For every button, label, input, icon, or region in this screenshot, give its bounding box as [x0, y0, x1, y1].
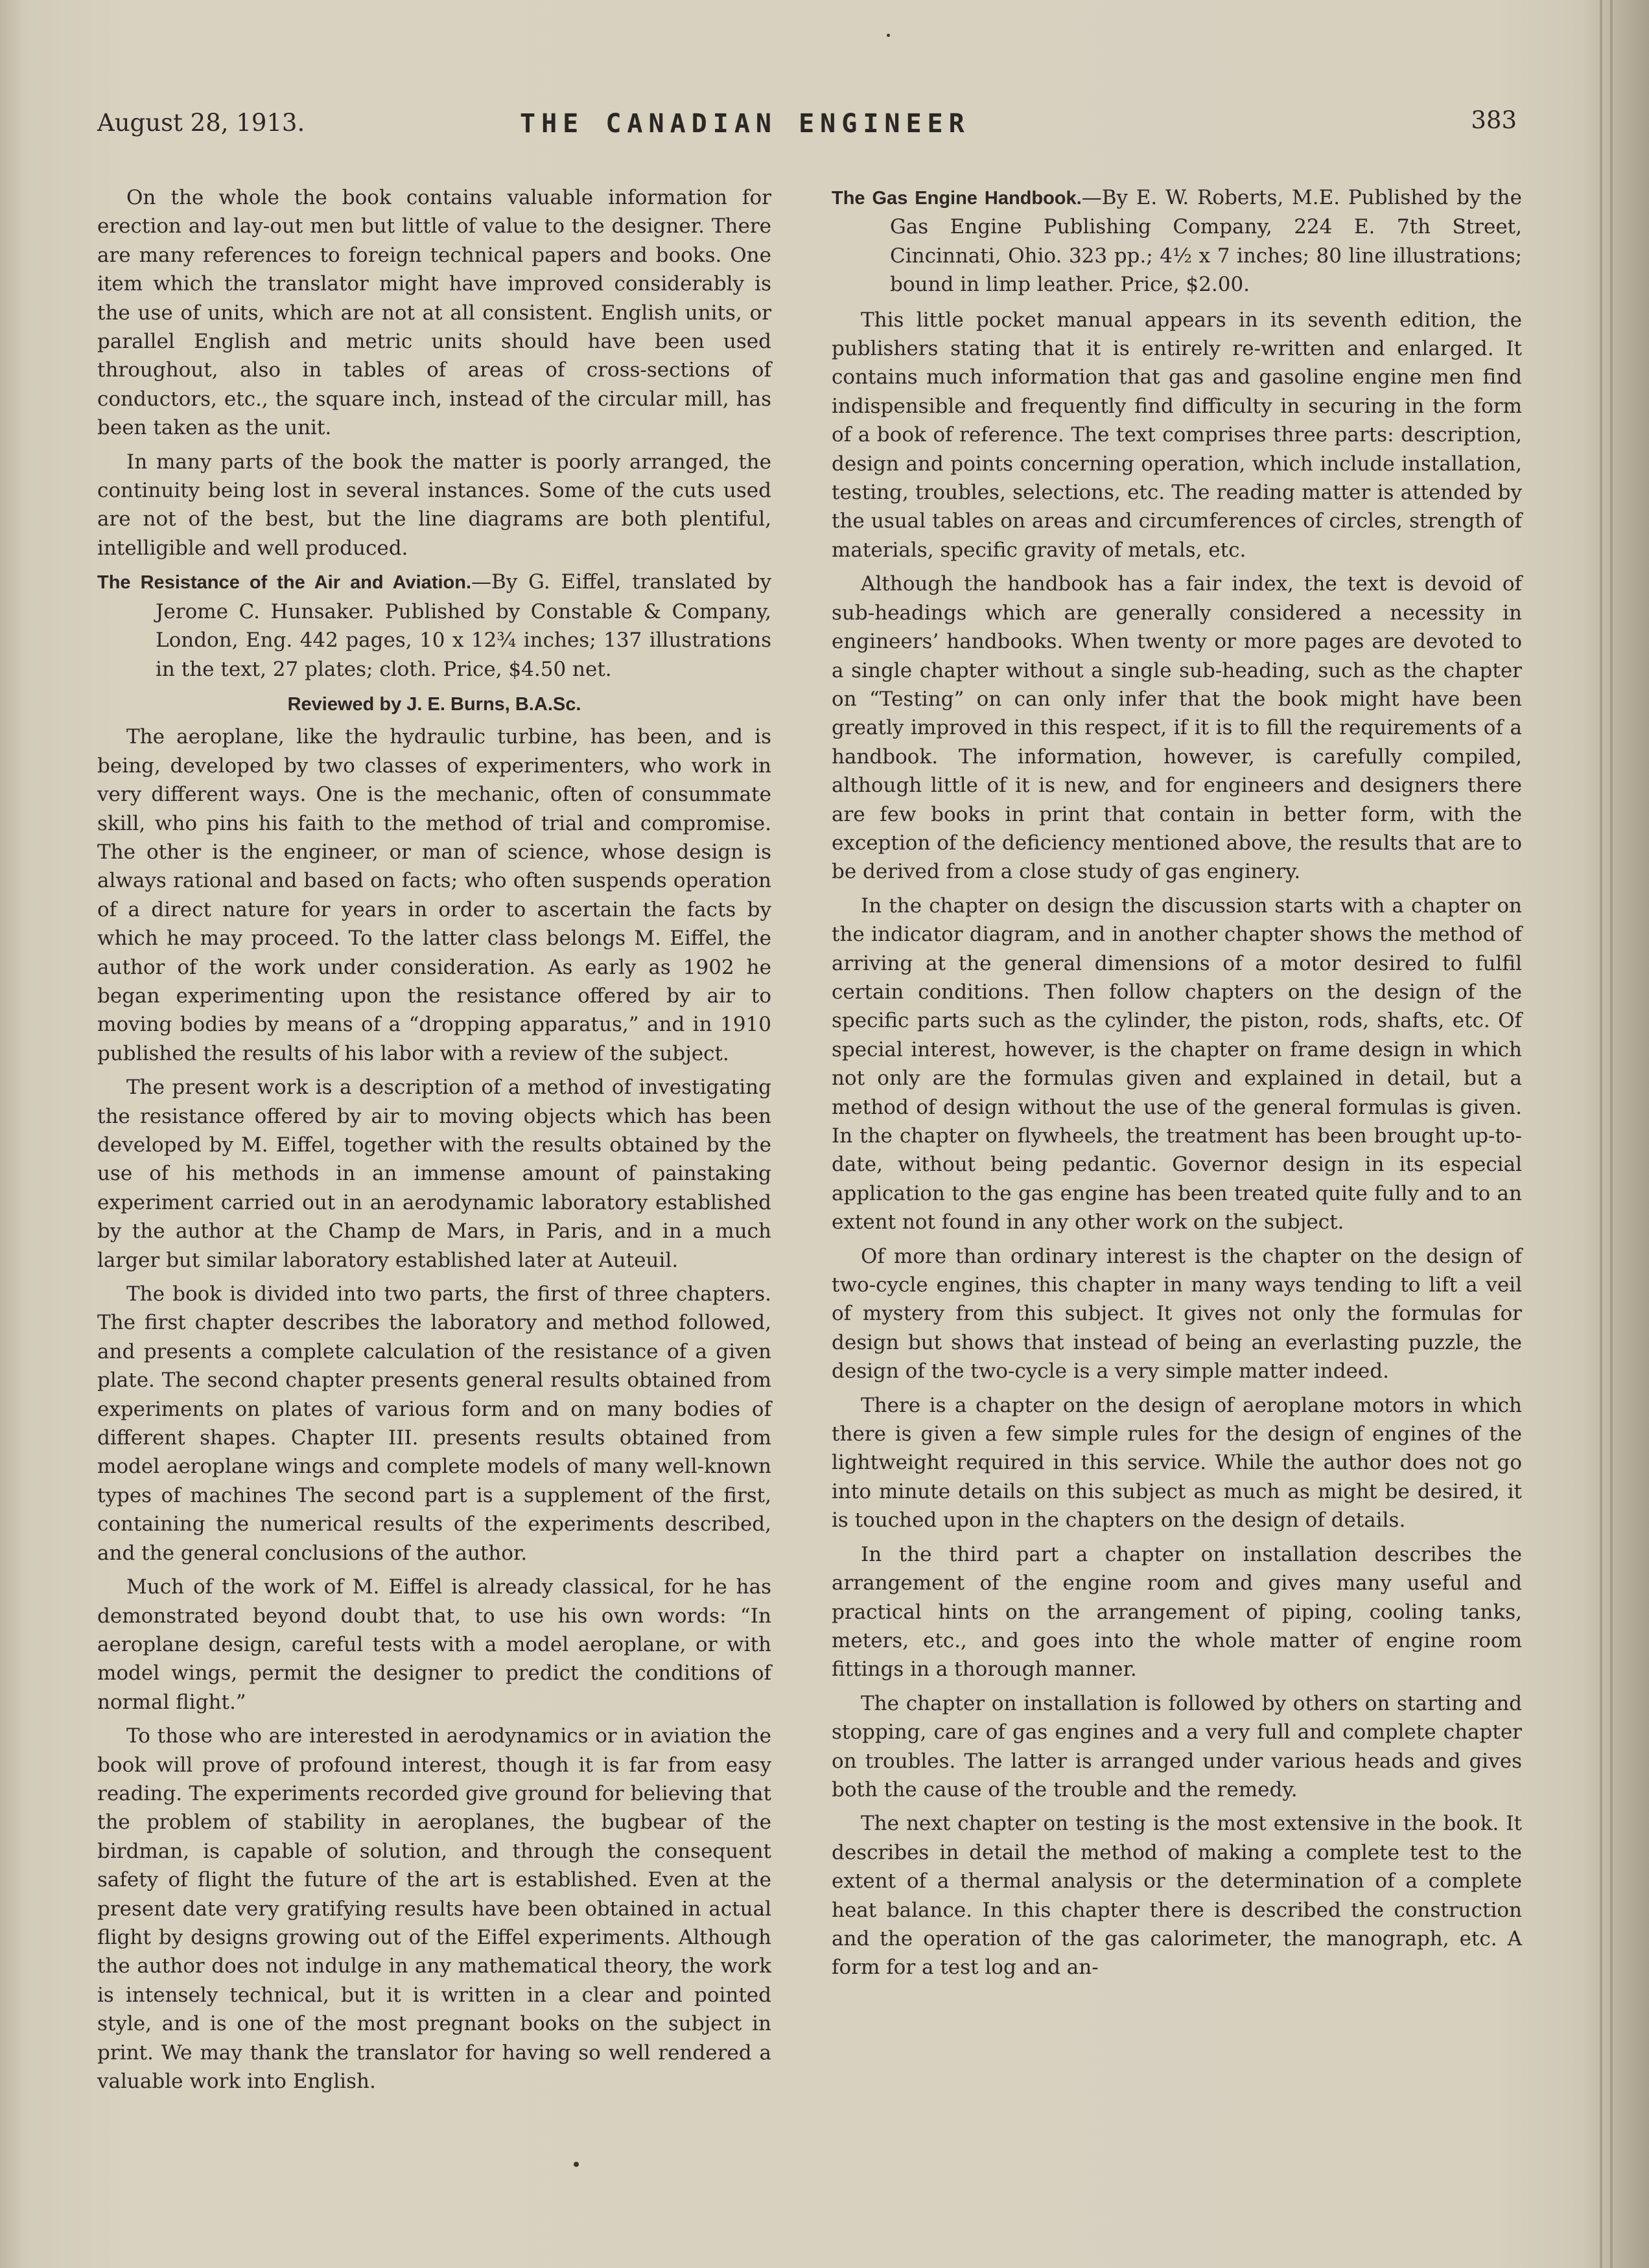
ink-speck [574, 2162, 579, 2167]
paragraph: The chapter on installation is followed by others on starting and stopping, care of gas engines and a very full and complete chapter on troubles. The latter is arranged under various heads and gives both the cause of the trouble and the remedy. [832, 1691, 1522, 1801]
ink-speck [887, 34, 890, 37]
paragraph: The book is divided into two parts, the first of three chapters. The first chapter describes the laboratory and method followed, and presents a complete calculation of the resistance of a given plate. The second chapter presents general results obtained from experiments on plates of various form and on many bodies of different shapes. Chapter III. presents results obtained from model aeroplane wings and complete models of many well-known types of machines The second part is a supplement of the first, containing the numerical results of the experiments described, and the general conclusions of the author. [97, 1282, 771, 1565]
paragraph: Much of the work of M. Eiffel is already classical, for he has demonstrated beyond doubt that, to use his own words: “In aeroplane design, careful tests with a model aeroplane, or with model wings, permit the designer to predict the conditions of normal flight.” [97, 1575, 771, 1714]
page-edge-line [1610, 0, 1613, 2268]
page-edge-line [1600, 0, 1602, 2268]
journal-title: THE CANADIAN ENGINEER [520, 109, 970, 139]
issue-date: August 28, 1913. [97, 109, 305, 137]
paragraph: In the third part a chapter on installation describes the arrangement of the engine room and gives many useful and practical hints on the arrangement of piping, cooling tanks, meters, etc., and goes into the whole matter of engine room fittings in a thorough manner. [832, 1542, 1522, 1682]
paragraph: The aeroplane, like the hydraulic turbine, has been, and is being, developed by two classes of experimenters, who work in very different ways. One is the mechanic, often of consummate skill, who pins his faith to the method of trial and compromise. The other is the engineer, or man of science, whose design is always rational and based on facts; who often suspends operation of a direct nature for years in order to ascertain the facts by which he may proceed. To the latter class belongs M. Eiffel, the author of the work under consideration. As early as 1902 he began experimenting upon the resistance offered by air to moving bodies by means of a “dropping apparatus,” and in 1910 published the results of his labor with a review of the subject. [97, 725, 771, 1065]
paragraph: Although the handbook has a fair index, the text is devoid of sub-headings which are generally considered a necessity in engineers’ handbooks. When twenty or more pages are devoted to a single chapter without a single sub-heading, such as the chapter on “Testing” on can only infer that the book might have been greatly improved in this respect, if it is to fill the requirements of a handbook. The information, however, is carefully compiled, although little of it is new, and for engineers and designers there are few books in print that contain in better form, with the exception of the deficiency mentioned above, the results that are to be derived from a close study of gas enginery. [832, 572, 1522, 884]
paragraph: In many parts of the book the matter is poorly arranged, the continuity being lost in several instances. Some of the cuts used are not of the best, but the line diagrams are both plentiful, intelligible and well produced. [97, 450, 771, 560]
paragraph: The next chapter on testing is the most extensive in the book. It describes in detail the method of making a complete test to the extent of a thermal analysis or the determination of a complete heat balance. In this chapter there is described the construction and the operation of the gas calorimeter, the manograph, etc. A form for a test log and an- [832, 1812, 1522, 1980]
book-details: —By G. Eiffel, translated by Jerome C. Hunsaker. Published by Constable & Company, London, Eng. 442 pages, 10 x 12¾ inches; 137 illustrations in the text, 27 plates; cloth. Price, $4.50 net. [156, 570, 771, 681]
left-column [97, 183, 771, 2101]
paragraph: On the whole the book contains valuable information for erection and lay-out men but little of value to the designer. There are many references to foreign technical papers and books. One item which the translator might have improved considerably is the use of units, which are not at all consistent. English units, or parallel English and metric units should have been used throughout, also in tables of areas of cross-sections of conductors, etc., the square inch, instead of the circular mill, has been taken as the unit. [97, 186, 771, 440]
paragraph: Of more than ordinary interest is the chapter on the design of two-cycle engines, this chapter in many ways tending to lift a veil of mystery from this subject. It gives not only the formulas for design but shows that instead of being an everlasting puzzle, the design of the two-cycle is a very simple matter indeed. [832, 1244, 1522, 1383]
right-column [832, 183, 1522, 1987]
paragraph: In the chapter on design the discussion starts with a chapter on the indicator diagram, and in another chapter shows the method of arriving at the general dimensions of a motor desired to fulfil certain conditions. Then follow chapters on the design of the specific parts such as the cylinder, the piston, rods, shafts, etc. Of special interest, however, is the chapter on frame design in which not only are the formulas given and explained in detail, but a method of design without the use of the general formulas is given. In the chapter on flywheels, the treatment has been brought up-to-date, without being pedantic. Governor design in its especial application to the gas engine has been treated quite fully and to an extent not found in any other work on the subject. [832, 894, 1522, 1234]
reviewer-byline: Reviewed by J. E. Burns, B.A.Sc. [287, 693, 581, 715]
paragraph: This little pocket manual appears in its seventh edition, the publishers stating that it is entirely re-written and enlarged. It contains much information that gas and gasoline engine men find indispensible and frequently find difficulty in securing in the form of a book of reference. The text comprises three parts: description, design and points concerning operation, which include installation, testing, troubles, selections, etc. The reading matter is attended by the usual tables on areas and circumferences of circles, strength of materials, specific gravity of metals, etc. [832, 308, 1522, 562]
paragraph: The present work is a description of a method of investigating the resistance offered by air to moving objects which has been developed by M. Eiffel, together with the results obtained by the use of his methods in an immense amount of painstaking experiment carried out in an aerodynamic laboratory established by the author at the Champ de Mars, in Paris, and in a much larger but similar laboratory established later at Auteuil. [97, 1076, 771, 1272]
book-title: The Resistance of the Air and Aviation. [97, 572, 472, 594]
book-details: —By E. W. Roberts, M.E. Published by the Gas Engine Publishing Company, 224 E. 7th Street, Cincinnati, Ohio. 323 pp.; 4½ x 7 inches; 80 line illustrations; bound in limp leather. Price, $2.00. [890, 186, 1522, 297]
book-entry [832, 183, 1522, 299]
page-number: 383 [1471, 106, 1517, 134]
paragraph: There is a chapter on the design of aeroplane motors in which there is given a few simple rules for the design of engines of the lightweight required in this service. While the author does not go into minute details on this subject as much as might be desired, it is touched upon in the chapters on the design of details. [832, 1393, 1522, 1533]
book-title: The Gas Engine Handbook. [832, 188, 1082, 209]
running-header [97, 104, 1517, 156]
book-entry [97, 568, 771, 684]
paragraph: To those who are interested in aerodynamics or in aviation the book will prove of profound interest, though it is far from easy reading. The experiments recorded give ground for believing that the problem of stability in aeroplanes, the bugbear of the birdman, is capable of solution, and through the consequent safety of flight the future of the art is established. Even at the present date very gratifying results have been obtained in actual flight by designs growing out of the Eiffel experiments. Although the author does not indulge in any mathematical theory, the work is intensely technical, but it is written in a clear and pointed style, and is one of the most pregnant books on the subject in print. We may thank the translator for having so well rendered a valuable work into English. [97, 1724, 771, 2093]
